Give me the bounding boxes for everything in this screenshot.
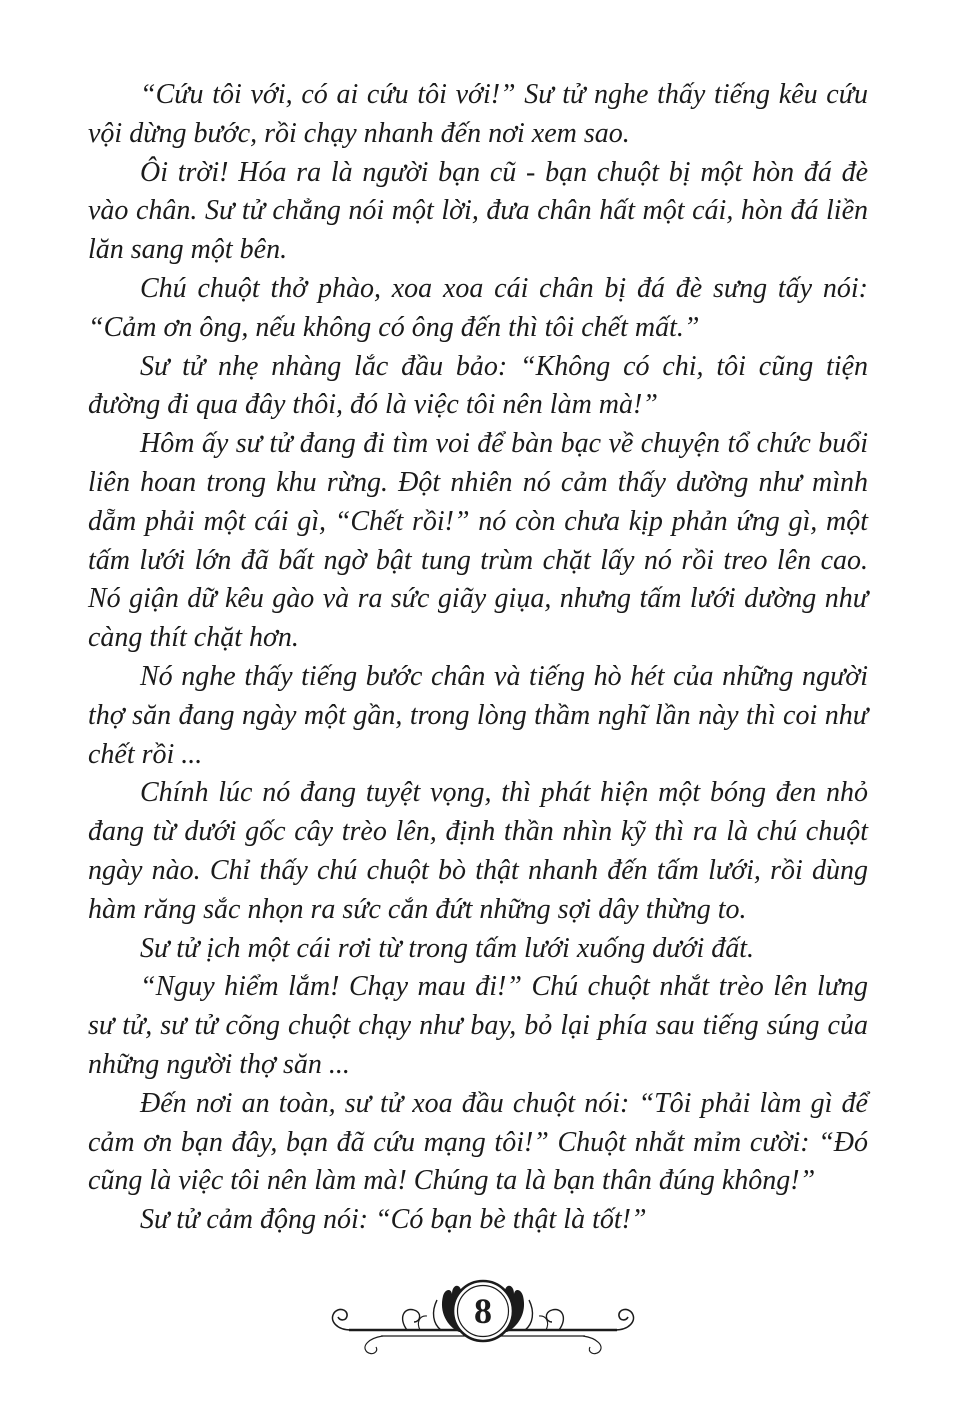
story-paragraph: “Cứu tôi với, có ai cứu tôi với!” Sư tử nghe thấy tiếng kêu cứu vội dừng bước, rồi chạy nhanh đến nơi xem sao. bbox=[88, 79, 868, 149]
flourish-ornament-icon bbox=[323, 1262, 643, 1366]
story-paragraph: Chú chuột thở phào, xoa xoa cái chân bị đá đè sưng tấy nói: “Cảm ơn ông, nếu không có ông đến thì tôi chết mất.” bbox=[88, 272, 868, 343]
story-text bbox=[88, 76, 868, 1240]
story-paragraph: Sư tử nhẹ nhàng lắc đầu bảo: “Không có chi, tôi cũng tiện đường đi qua đây thôi, đó là việc tôi nên làm mà!” bbox=[88, 350, 868, 421]
story-paragraph: Nó nghe thấy tiếng bước chân và tiếng hò hét của những người thợ săn đang ngày một gần, trong lòng thầm nghĩ lần này thì coi như chết rồi ... bbox=[88, 660, 868, 770]
story-paragraph: Đến nơi an toàn, sư tử xoa đầu chuột nói: “Tôi phải làm gì để cảm ơn bạn đây, bạn đã cứu mạng tôi!” Chuột nhắt mỉm cười: “Đó cũng là việc tôi nên làm mà! Chúng ta là bạn thân đúng không!” bbox=[88, 1087, 868, 1197]
story-paragraph: “Nguy hiểm lắm! Chạy mau đi!” Chú chuột nhắt trèo lên lưng sư tử, sư tử cõng chuột chạy như bay, bỏ lại phía sau tiếng súng của những người thợ săn ... bbox=[88, 971, 868, 1080]
story-paragraph: Sư tử ịch một cái rơi từ trong tấm lưới xuống dưới đất. bbox=[140, 932, 755, 964]
story-paragraph: Hôm ấy sư tử đang đi tìm voi để bàn bạc về chuyện tổ chức buổi liên hoan trong khu rừng. Đột nhiên nó cảm thấy dường như mình dẵm phải một cái gì, “Chết rồi!” nó còn chưa kịp phản ứng gì, một tấm lưới lớn đã bất ngờ bật tung trùm chặt lấy nó rồi treo lên cao. Nó giận dữ kêu gào và ra sức giãy giụa, nhưng tấm lưới dường như càng thít chặt hơn. bbox=[88, 428, 868, 654]
story-paragraph: Chính lúc nó đang tuyệt vọng, thì phát hiện một bóng đen nhỏ đang từ dưới gốc cây trèo lên, định thần nhìn kỹ thì ra là chú chuột ngày nào. Chỉ thấy chú chuột bò thật nhanh đến tấm lưới, rồi dùng hàm răng sắc nhọn ra sức cắn đứt những sợi dây thừng to. bbox=[88, 777, 868, 925]
page-footer-ornament bbox=[323, 1262, 643, 1366]
page-number: 8 bbox=[473, 1291, 492, 1331]
story-paragraph: Sư tử cảm động nói: “Có bạn bè thật là tốt!” bbox=[140, 1204, 647, 1236]
story-paragraph: Ôi trời! Hóa ra là người bạn cũ - bạn chuột bị một hòn đá đè vào chân. Sư tử chẳng nói một lời, đưa chân hất một cái, hòn đá liền lăn sang một bên. bbox=[88, 156, 868, 266]
